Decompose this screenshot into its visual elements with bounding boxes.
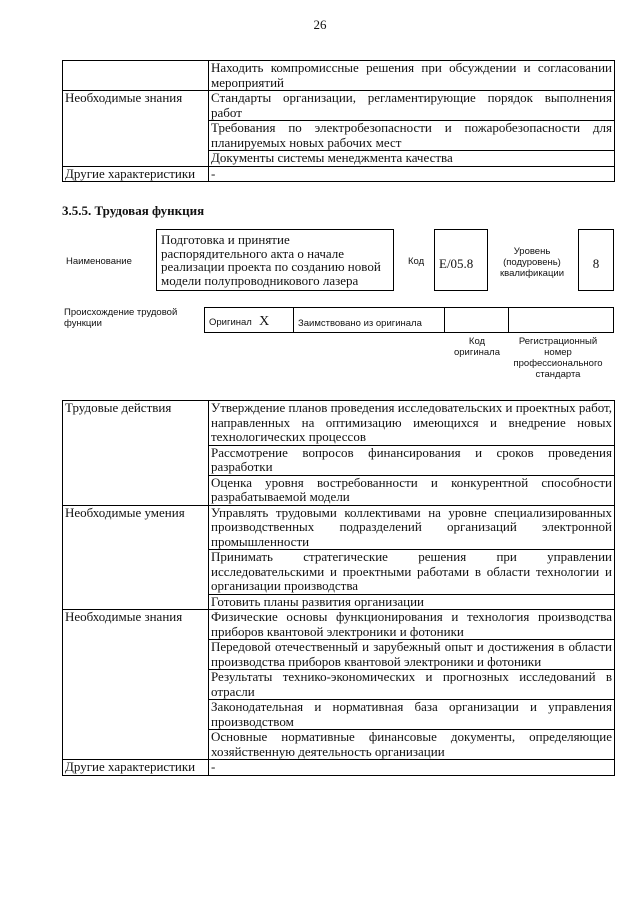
row-item: Принимать стратегические решения при управлении исследовательскими и проектными работами в области технологии и организации производства	[209, 550, 615, 595]
level-value-box	[578, 229, 614, 291]
row-item: Управлять трудовыми коллективами на уровне специализированных производственных подразделений организаций электронной промышленности	[209, 505, 615, 550]
row-label	[63, 61, 209, 91]
table-row	[63, 91, 615, 121]
origin-label: Происхождение трудовой функции	[64, 307, 178, 329]
row-label: Необходимые знания	[63, 91, 209, 167]
original-mark: Х	[259, 314, 270, 329]
section-heading: 3.5.5. Трудовая функция	[62, 203, 205, 218]
origin-code-cell	[444, 307, 509, 333]
row-item: Документы системы менеджмента качества	[209, 151, 615, 167]
origin-reg-cell	[508, 307, 614, 333]
row-item: Стандарты организации, регламентирующие порядок выполнения работ	[209, 91, 615, 121]
row-item: Законодательная и нормативная база организации и управления производством	[209, 700, 615, 730]
code-label: Код	[408, 256, 425, 267]
borrowed-label: Заимствовано из оригинала	[298, 318, 422, 329]
row-item: Оценка уровня востребованности и конкурентной способности разрабатываемой модели	[209, 475, 615, 505]
level-label: Уровень (подуровень) квалификации	[499, 246, 565, 279]
row-item: Основные нормативные финансовые документы, определяющие хозяйственную деятельность организации	[209, 730, 615, 760]
row-item: Передовой отечественный и зарубежный опыт и достижения в области производства приборов квантовой электроники и фотоники	[209, 640, 615, 670]
row-item: Результаты технико-экономических и прогнозных исследований в отрасли	[209, 670, 615, 700]
row-item: -	[209, 166, 615, 182]
row-item: -	[209, 760, 615, 776]
top-table	[62, 60, 615, 182]
origin-original-cell	[204, 307, 294, 333]
table-row	[63, 166, 615, 182]
name-value-box	[156, 229, 394, 291]
row-label: Необходимые знания	[63, 610, 209, 760]
row-item: Находить компромиссные решения при обсуждении и согласовании мероприятий	[209, 61, 615, 91]
level-value: 8	[592, 256, 600, 271]
code-value-box	[434, 229, 488, 291]
row-label: Необходимые умения	[63, 505, 209, 610]
name-label: Наименование	[66, 256, 132, 267]
row-label: Другие характеристики	[63, 760, 209, 776]
main-table	[62, 400, 615, 776]
row-item: Физические основы функционирования и технология производства приборов квантовой электроники и фотоники	[209, 610, 615, 640]
row-item: Утверждение планов проведения исследовательских и проектных работ, направленных на оптимизацию имеющихся и внедрение новых технологических процессов	[209, 401, 615, 446]
origin-code-caption: Код оригинала	[453, 336, 500, 358]
row-label: Другие характеристики	[63, 166, 209, 182]
row-item: Требования по электробезопасности и пожаробезопасности для планируемых новых рабочих мест	[209, 121, 615, 151]
code-value: E/05.8	[439, 256, 474, 271]
page-number: 26	[313, 17, 327, 32]
table-row	[63, 61, 615, 91]
origin-borrowed-cell	[293, 307, 445, 333]
row-label: Трудовые действия	[63, 401, 209, 506]
table-row	[63, 505, 615, 550]
original-label: Оригинал	[209, 317, 252, 328]
table-row	[63, 401, 615, 446]
name-value: Подготовка и принятие распорядительного акта о начале реализации проекта по созданию новой модели полупроводникового лазера	[161, 232, 381, 288]
table-row	[63, 610, 615, 640]
row-item: Готовить планы развития организации	[209, 594, 615, 610]
reg-number-caption: Регистрационный номер профессионального стандарта	[513, 336, 603, 380]
row-item: Рассмотрение вопросов финансирования и сроков проведения разработки	[209, 445, 615, 475]
table-row	[63, 760, 615, 776]
